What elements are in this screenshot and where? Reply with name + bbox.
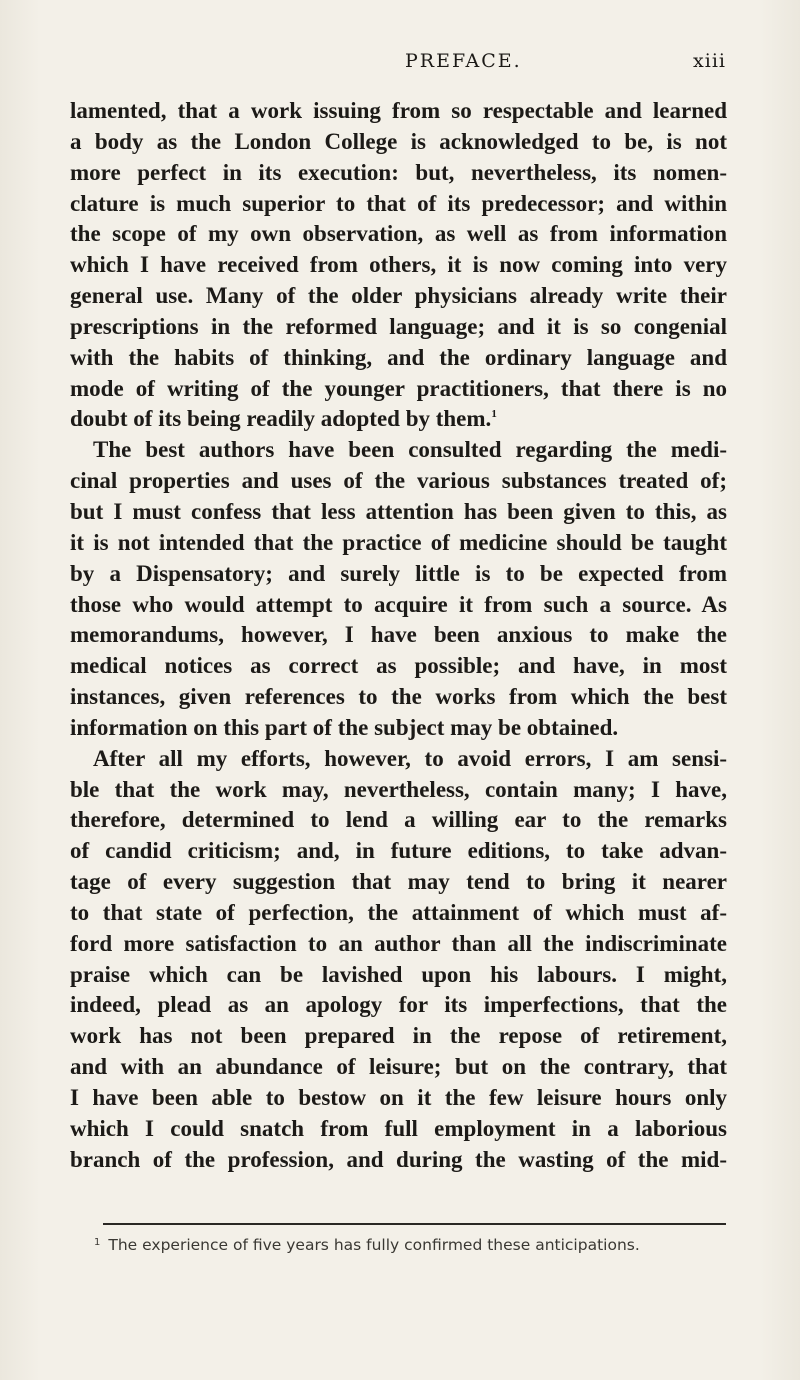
text-line: general use. Many of the older physicians already write their (70, 283, 727, 309)
text-line-with-footnote (70, 404, 727, 435)
paragraph-start-line: The best authors have been consulted regarding the medi- (93, 437, 727, 463)
footnote (94, 1236, 734, 1254)
text-line: with the habits of thinking, and the ordinary language and (70, 344, 727, 370)
text-line: more perfect in its execution: but, nevertheless, its nomen- (70, 159, 727, 185)
running-head (0, 50, 800, 80)
text-line: to that state of perfection, the attainment of which must af- (70, 899, 727, 925)
text-line: work has not been prepared in the repose of retirement, (70, 1023, 727, 1049)
text-line: medical notices as correct as possible; and have, in most (70, 653, 727, 679)
running-head-title: PREFACE. (405, 50, 522, 72)
page-number: xiii (693, 50, 726, 72)
text-line: and with an abundance of leisure; but on the contrary, that (70, 1054, 727, 1080)
text-line: which I have received from others, it is now coming into very (70, 252, 727, 278)
text-line: lamented, that a work issuing from so respectable and learned (70, 98, 727, 123)
text-line: but I must confess that less attention has been given to this, as (70, 498, 727, 524)
footnote-text: The experience of five years has fully confirmed these anticipations. (108, 1236, 640, 1254)
body-text (70, 96, 727, 1176)
text-line: of candid criticism; and, in future editions, to take advan- (70, 838, 727, 864)
footnote-divider (103, 1223, 726, 1225)
text-line: cinal properties and uses of the various substances treated of; (70, 468, 727, 494)
text-line: branch of the profession, and during the wasting of the mid- (70, 1146, 727, 1172)
text-line: by a Dispensatory; and surely little is to be expected from (70, 560, 727, 586)
text-line: it is not intended that the practice of medicine should be taught (70, 529, 727, 555)
footnote-marker: 1 (94, 1237, 101, 1248)
paragraph-start-line: After all my efforts, however, to avoid errors, I am sensi- (93, 745, 727, 771)
text-line: tage of every suggestion that may tend to bring it nearer (70, 869, 727, 895)
text-line: a body as the London College is acknowledged to be, is not (70, 128, 727, 154)
text-line: memorandums, however, I have been anxious to make the (70, 622, 727, 648)
text-line: the scope of my own observation, as well as from information (70, 221, 727, 247)
text-line: ford more satisfaction to an author than all the indiscriminate (70, 930, 727, 956)
text-line: those who would attempt to acquire it from such a source. As (70, 591, 727, 617)
text-line: ble that the work may, nevertheless, contain many; I have, (70, 776, 727, 802)
text-line: indeed, plead as an apology for its imperfections, that the (70, 992, 727, 1018)
text-line: clature is much superior to that of its predecessor; and within (70, 190, 727, 216)
text-line: mode of writing of the younger practitioners, that there is no (70, 375, 727, 401)
text-line: doubt of its being readily adopted by them. (70, 406, 492, 432)
text-line: information on this part of the subject may be obtained. (70, 714, 619, 740)
text-line: instances, given references to the works from which the best (70, 684, 727, 710)
footnote-reference: 1 (491, 408, 497, 421)
text-line: therefore, determined to lend a willing ear to the remarks (70, 807, 727, 833)
text-line: I have been able to bestow on it the few leisure hours only (70, 1085, 727, 1110)
text-line: which I could snatch from full employment in a laborious (70, 1115, 727, 1141)
text-line: prescriptions in the reformed language; and it is so congenial (70, 313, 727, 339)
text-line: praise which can be lavished upon his labours. I might, (70, 961, 727, 987)
